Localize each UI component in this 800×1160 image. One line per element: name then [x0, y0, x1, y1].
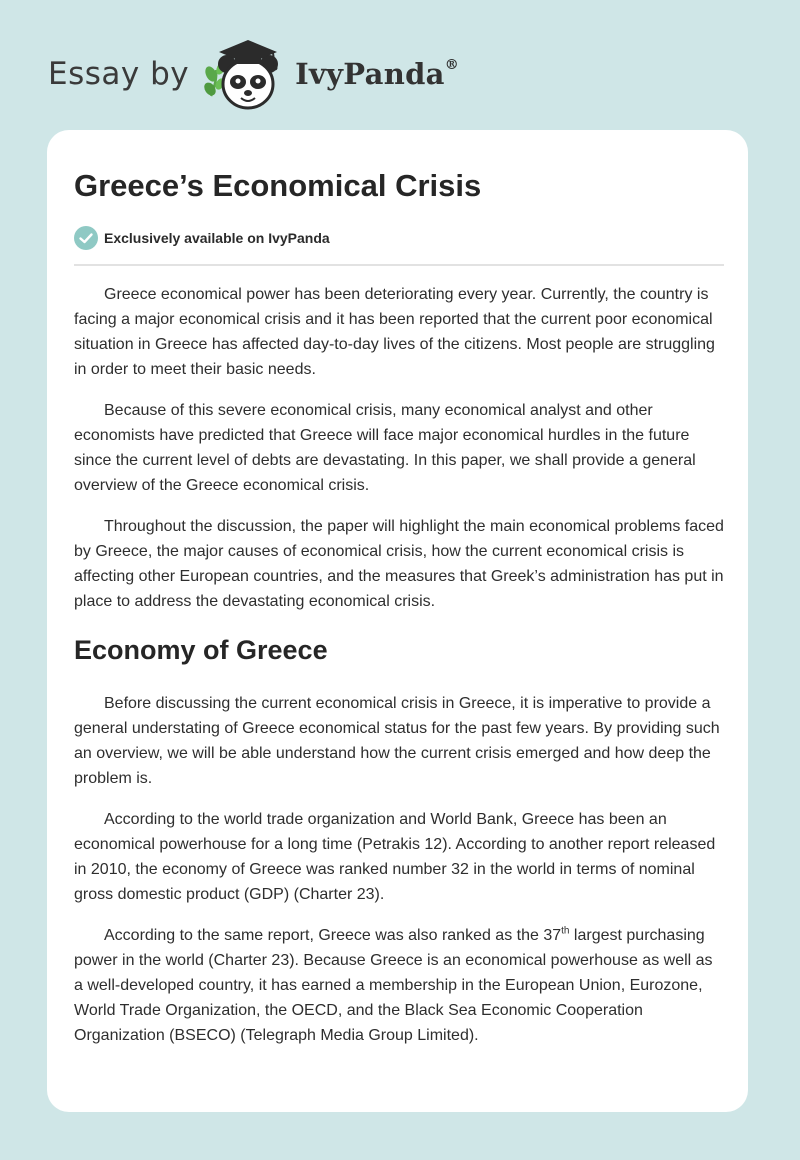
paragraph: According to the world trade organization and World Bank, Greece has been an economical powerhouse for a long time (Petrakis 12). According to another report released in 2010, the economy of Greece was ranked number 32 in the world in terms of nominal gross domestic product (GDP) (Charter 23). [74, 811, 716, 903]
brand-label: IvyPanda [295, 57, 445, 91]
paragraph: Throughout the discussion, the paper will highlight the main economical problems faced by Greece, the major causes of economical crisis, how the current economical crisis is affecting other European countries, and the measures that Greek’s administration has put in place to address the devastating economical crisis. [74, 518, 724, 610]
essay-by-label: Essay by [48, 56, 190, 92]
brand-name[interactable] [295, 57, 459, 91]
panda-logo-icon[interactable] [203, 34, 289, 114]
paragraph: Before discussing the current economical crisis in Greece, it is imperative to provide a general understating of Greece economical status for the past few years. By providing such an overview, we will be able understand how the current crisis emerged and how deep the problem is. [74, 695, 720, 787]
essay-card [47, 130, 748, 1112]
paragraph-text: largest purchasing power in the world (Charter 23). Because Greece is an economical powerhouse as well as a well-developed country, it has earned a membership in the European Union, Eurozone, World Trade Organization, the OECD, and the Black Sea Economic Cooperation Organization (BSECO) (Telegraph Media Group Limited). [74, 927, 713, 1044]
title-divider [74, 264, 724, 266]
paragraph-text: According to the same report, Greece was also ranked as the 37 [104, 927, 562, 944]
essay-content [74, 130, 724, 1048]
site-header [48, 34, 459, 114]
essay-title: Greece’s Economical Crisis [74, 168, 482, 203]
paragraph: Greece economical power has been deteriorating every year. Currently, the country is facing a major economical crisis and it has been reported that the current poor economical situation in Greece has affected day-to-day lives of the citizens. Most people are struggling in order to meet their basic needs. [74, 286, 715, 378]
paragraph [74, 923, 724, 1048]
ordinal-suffix: th [561, 925, 570, 937]
paragraph: Because of this severe economical crisis, many economical analyst and other economists have predicted that Greece will face major economical hurdles in the future since the current level of debts are devastating. In this paper, we shall provide a general overview of the Greece economical crisis. [74, 402, 696, 494]
section-heading: Economy of Greece [74, 635, 328, 665]
exclusive-badge-label: Exclusively available on IvyPanda [104, 230, 330, 246]
registered-mark: ® [444, 57, 460, 74]
check-circle-icon [74, 226, 98, 250]
exclusive-badge [74, 224, 724, 252]
